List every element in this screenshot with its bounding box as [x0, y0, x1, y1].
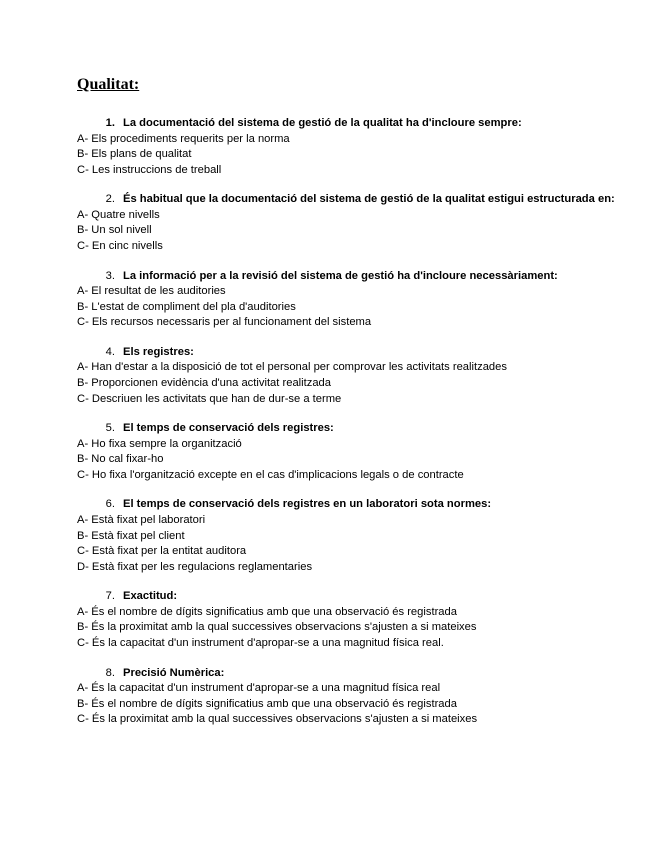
answer-option: A- Ho fixa sempre la organització	[77, 437, 242, 450]
question-text: La documentació del sistema de gestió de la qualitat ha d'incloure sempre:	[123, 117, 522, 129]
question-text: El temps de conservació dels registres en un laboratori sota normes:	[123, 498, 492, 511]
question-number: 5.	[105, 422, 115, 435]
question-3	[77, 269, 637, 331]
question-list	[77, 116, 637, 742]
answer-option: A- El resultat de les auditories	[77, 285, 226, 298]
answer-option: A- Els procediments requerits per la norma	[77, 132, 290, 145]
page-title: Qualitat:	[77, 76, 140, 93]
question-2	[77, 192, 637, 254]
question-4	[77, 345, 637, 407]
question-number: 8.	[105, 666, 115, 679]
question-text: Precisió Numèrica:	[123, 666, 225, 679]
question-number: 4.	[105, 345, 115, 358]
question-heading	[77, 421, 637, 437]
question-8	[77, 666, 637, 728]
question-6	[77, 497, 637, 575]
answer-option: A- Quatre nivells	[77, 208, 160, 221]
answer-option: A- És la capacitat d'un instrument d'apropar-se a una magnitud física real	[77, 682, 441, 695]
answer-option: C- Els recursos necessaris per al funcionament del sistema	[77, 316, 372, 329]
answer-option: A- Han d'estar a la disposició de tot el personal per comprovar les activitats realitzades	[77, 361, 507, 374]
answer-option: C- Les instruccions de treball	[77, 163, 222, 176]
answer-option: C- Ho fixa l'organització excepte en el cas d'implicacions legals o de contracte	[77, 468, 464, 481]
answer-option: A- Està fixat pel laboratori	[77, 513, 206, 526]
question-number: 1.	[105, 117, 115, 129]
answer-option: C- Descriuen les activitats que han de dur-se a terme	[77, 392, 342, 405]
question-heading	[77, 497, 637, 513]
question-heading	[77, 666, 637, 682]
answer-option: B- No cal fixar-ho	[77, 453, 164, 466]
question-1	[77, 116, 637, 178]
question-5	[77, 421, 637, 483]
question-number: 2.	[105, 193, 115, 206]
answer-option: C- En cinc nivells	[77, 239, 163, 252]
question-heading	[77, 345, 637, 361]
question-heading	[77, 192, 637, 208]
question-text: El temps de conservació dels registres:	[123, 422, 334, 435]
answer-option: C- És la capacitat d'un instrument d'apropar-se a una magnitud física real.	[77, 636, 444, 649]
answer-option: B- Els plans de qualitat	[77, 148, 192, 161]
question-text: És habitual que la documentació del sistema de gestió de la qualitat estigui estructurada en:	[123, 193, 615, 206]
answer-option: B- L'estat de compliment del pla d'auditories	[77, 300, 296, 313]
question-heading	[77, 589, 637, 605]
question-7	[77, 589, 637, 651]
answer-option: B- Un sol nivell	[77, 224, 152, 237]
answer-option: A- És el nombre de dígits significatius amb que una observació és registrada	[77, 605, 457, 618]
answer-option: C- És la proximitat amb la qual successives observacions s'ajusten a si mateixes	[77, 713, 478, 726]
answer-option: B- És el nombre de dígits significatius amb que una observació és registrada	[77, 697, 457, 710]
question-text: Exactitud:	[123, 590, 178, 603]
question-number: 3.	[105, 269, 115, 282]
answer-option: C- Està fixat per la entitat auditora	[77, 545, 247, 558]
answer-option: B- Proporcionen evidència d'una activitat realitzada	[77, 376, 332, 389]
answer-option: B- És la proximitat amb la qual successives observacions s'ajusten a si mateixes	[77, 621, 477, 634]
question-text: Els registres:	[123, 345, 194, 358]
question-number: 7.	[105, 590, 115, 603]
question-heading	[77, 116, 637, 132]
question-heading	[77, 269, 637, 285]
question-number: 6.	[105, 498, 115, 511]
answer-option: B- Està fixat pel client	[77, 529, 185, 542]
answer-option: D- Està fixat per les regulacions reglamentaries	[77, 560, 313, 573]
question-text: La informació per a la revisió del sistema de gestió ha d'incloure necessàriament:	[123, 269, 558, 282]
